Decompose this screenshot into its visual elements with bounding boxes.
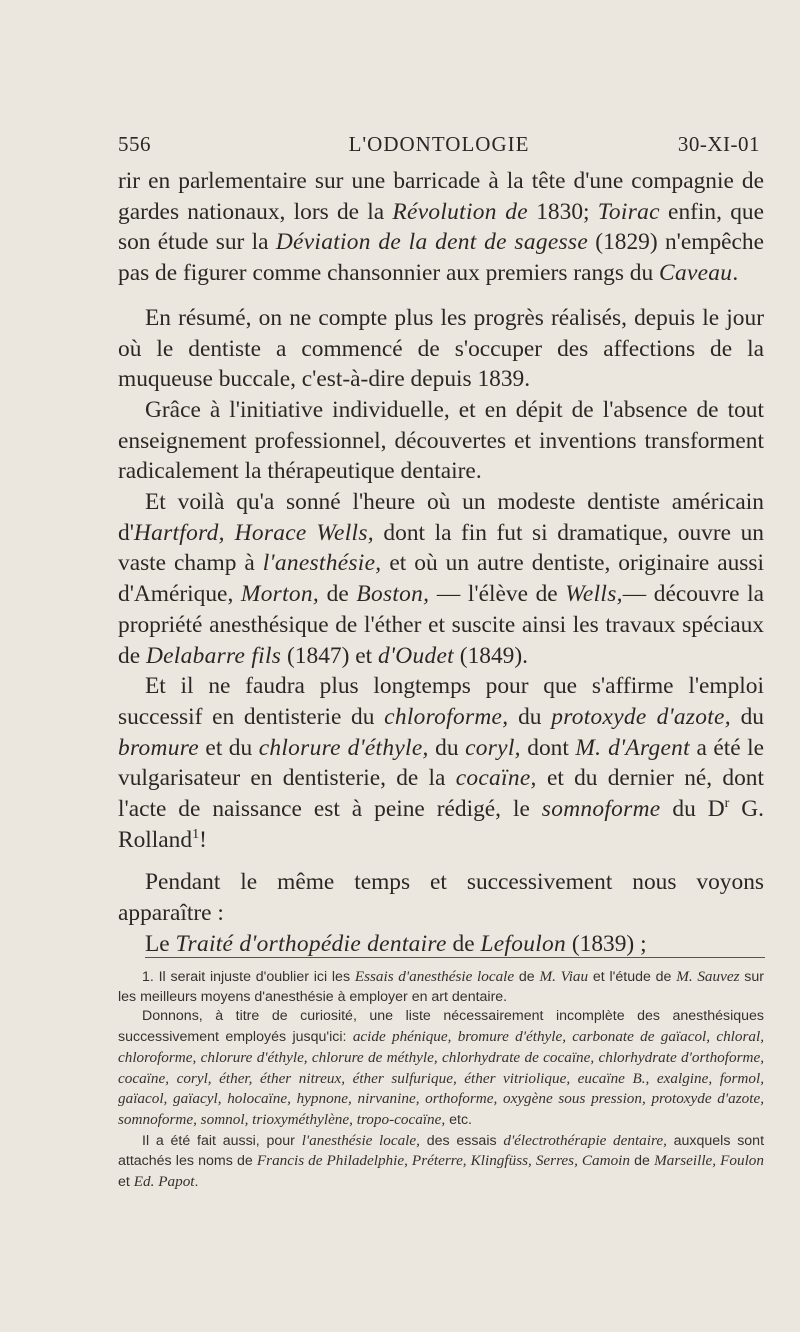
- text-run: Il a été fait aussi, pour: [142, 1132, 302, 1149]
- footnote-3: [118, 1131, 764, 1193]
- italic-text: M. Sauvez: [676, 968, 740, 985]
- text-run: (1829) n'empêche pas de figurer comme chansonnier aux premiers rangs du: [118, 229, 764, 287]
- italic-text: Lefoulon: [480, 930, 567, 957]
- text-run: et l'étude de: [588, 969, 677, 985]
- text-run: dont: [520, 734, 576, 761]
- italic-text: d'Oudet: [377, 642, 454, 669]
- italic-text: Ed. Papot: [133, 1173, 195, 1191]
- italic-text: Francis de Philadelphie, Préterre, Klingfüss, Serres, Camoin: [256, 1152, 630, 1170]
- main-text: [118, 166, 764, 960]
- text-run: — découvre la propriété anesthésique de l'éther et suscite ainsi les travaux spéciaux de: [118, 581, 764, 669]
- italic-text: M. Viau: [539, 968, 589, 985]
- text-run: de: [446, 930, 481, 957]
- text-run: 1830;: [527, 198, 598, 225]
- footnote-ref: 1: [192, 825, 200, 842]
- text-run: — l'élève de: [429, 581, 566, 608]
- paragraph-1: [118, 166, 764, 289]
- paragraph-2: En résumé, on ne compte plus les progrès réalisés, depuis le jour où le dentiste a commencé de s'occuper des affections de la muqueuse buccale, c'est-à-dire depuis 1839.: [118, 304, 764, 393]
- text-run: (1839) ;: [566, 930, 647, 957]
- italic-text: Hartford, Horace Wells,: [133, 519, 374, 546]
- text-run: !: [199, 826, 207, 853]
- text-run: .: [732, 260, 739, 287]
- text-run: et: [118, 1174, 134, 1191]
- text-run: (1847) et: [281, 642, 378, 669]
- running-header: [118, 132, 760, 162]
- paragraph-3: Grâce à l'initiative individuelle, et en dépit de l'absence de tout enseignement professionnel, découvertes et inventions transforment radicalement la thérapeutique dentaire.: [118, 396, 764, 485]
- text-run: etc.: [445, 1111, 472, 1128]
- text-run: de: [629, 1153, 655, 1170]
- italic-text: protoxyde d'azote,: [551, 703, 731, 730]
- text-run: dont la fin fut si dramatique, ouvre un vaste champ à: [118, 519, 764, 577]
- italic-text: M. d'Argent: [575, 734, 690, 761]
- text-run: et du: [198, 734, 259, 761]
- italic-text: bromure: [118, 734, 199, 761]
- footnote-1: [118, 967, 764, 1007]
- italic-text: somnoforme: [541, 796, 661, 823]
- text-run: (1849).: [453, 642, 528, 669]
- italic-text: chlorure d'éthyle,: [258, 734, 429, 761]
- text-run: rir en parlementaire sur une barricade à la tête d'une compagnie de gardes nationaux, lors de la: [118, 168, 764, 225]
- italic-text: Marseille, Foulon: [654, 1152, 764, 1170]
- text-run: enfin, que son étude sur la: [118, 198, 764, 256]
- text-run: Le: [145, 930, 176, 957]
- text-run: et où un autre dentiste, originaire aussi d'Amérique,: [118, 550, 764, 608]
- text-run: de: [514, 969, 540, 985]
- text-run: du: [428, 734, 466, 761]
- text-run: auxquels sont attachés les noms de: [118, 1132, 765, 1170]
- paragraph-5: [118, 671, 764, 855]
- italic-text: Wells,: [565, 581, 623, 608]
- text-run: r: [724, 795, 730, 812]
- italic-text: Traité d'orthopédie dentaire: [175, 930, 447, 957]
- italic-text: Delabarre fils: [145, 642, 282, 669]
- italic-text: acide phénique, bromure d'éthyle, carbonate de gaïacol, chloral, chloroforme, chlorure d'éthyle, chlorure de méthyle, chlorhydrate de cocaïne, chlorhydrate d'orthoforme, cocaïne, coryl, éther, éther nitreux, éther sulfurique, éther vitriolique, eucaïne B., exalgine, formol, gaïacol, gaïacyl, holocaïne, hypnone, nirvanine, orthoforme, oxygène sous pression, protoxyde d'azote, somnoforme, somnol, trioxyméthylène, tropo-cocaïne,: [118, 1028, 765, 1128]
- italic-text: Caveau: [659, 260, 733, 287]
- page-number: 556: [118, 132, 151, 156]
- text-run: des essais: [419, 1132, 504, 1149]
- text-run: du: [508, 703, 552, 730]
- text-run: a été le vulgarisateur en dentisterie, de la: [118, 734, 764, 792]
- italic-text: coryl,: [465, 734, 521, 761]
- paragraph-4: [118, 487, 764, 671]
- text-run: et du dernier né, dont l'acte de naissance est à peine rédigé, le: [118, 765, 764, 823]
- text-run: du D: [660, 796, 725, 823]
- italic-text: Boston,: [356, 581, 430, 608]
- italic-text: d'électrothérapie dentaire,: [503, 1131, 667, 1149]
- footnote-2: [118, 1007, 764, 1130]
- text-run: G. Rolland: [118, 796, 764, 853]
- text-run: Et voilà qu'a sonné l'heure où un modeste dentiste américain d': [118, 489, 764, 546]
- text-run: Et il ne faudra plus longtemps pour que s'affirme l'emploi successif en dentisterie du: [118, 673, 764, 730]
- italic-text: Révolution de: [392, 198, 528, 225]
- italic-text: Morton,: [240, 581, 320, 608]
- italic-text: chloroforme,: [384, 703, 509, 730]
- footnote-divider: [145, 957, 765, 958]
- footnotes: [118, 967, 764, 1193]
- text-run: de: [319, 581, 357, 608]
- text-run: .: [194, 1174, 199, 1191]
- text-run: sur les meilleurs moyens d'anesthésie à employer en art dentaire.: [118, 969, 764, 1005]
- italic-text: Déviation de la dent de sagesse: [275, 229, 588, 256]
- journal-title: L'ODONTOLOGIE: [348, 132, 530, 156]
- text-run: Donnons, à titre de curiosité, une liste nécessairement incomplète des anesthésiques successivement employés jusqu'ici:: [118, 1008, 764, 1046]
- italic-text: l'anesthésie locale,: [301, 1131, 420, 1149]
- italic-text: Essais d'anesthésie locale: [354, 968, 515, 985]
- paragraph-6: Pendant le même temps et successivement nous voyons apparaître :: [118, 869, 764, 927]
- italic-text: cocaïne,: [455, 765, 537, 792]
- italic-text: l'anesthésie,: [262, 550, 382, 577]
- text-run: 1. Il serait injuste d'oublier ici les: [142, 969, 355, 985]
- paragraph-7: [118, 929, 764, 960]
- text-run: du: [730, 703, 764, 730]
- issue-date: 30-XI-01: [677, 132, 760, 156]
- italic-text: Toirac: [597, 198, 660, 225]
